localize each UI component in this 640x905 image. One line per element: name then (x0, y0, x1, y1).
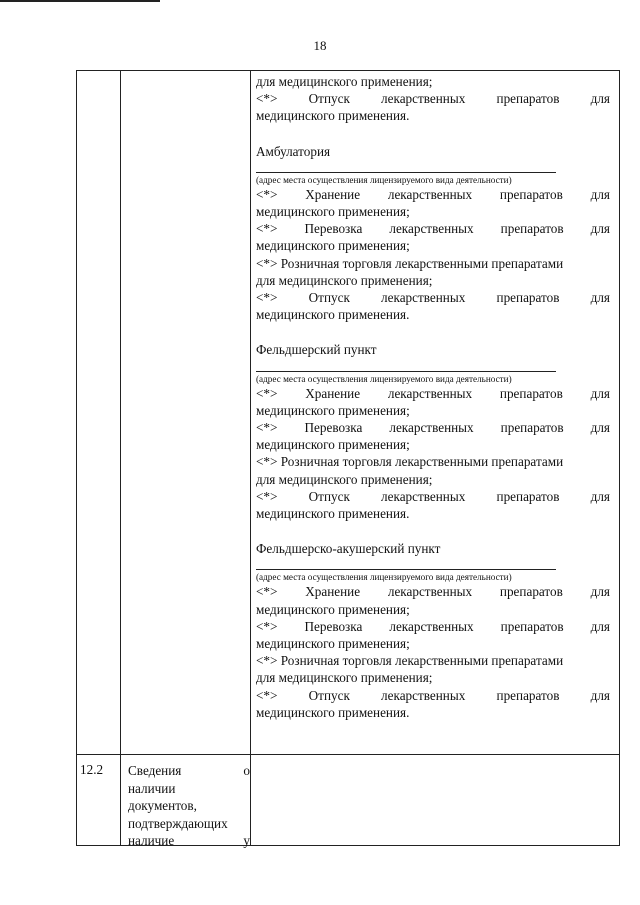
retail-line: <*> Розничная торговля лекарственными препаратами (256, 653, 564, 669)
word: у (243, 833, 250, 849)
dispense-line2: медицинского применения. (256, 506, 410, 522)
section-feldsher-point (256, 341, 610, 522)
word: лекарственных (381, 290, 466, 306)
address-line (256, 172, 556, 173)
intro-dispense-line2: медицинского применения. (256, 108, 410, 124)
word: Отпуск (308, 91, 350, 107)
word: для (590, 420, 610, 436)
row-number: 12.2 (80, 762, 104, 777)
dispense-line (256, 687, 610, 704)
marker: <*> (256, 584, 278, 600)
license-activities-content (256, 73, 610, 721)
retail-line2: для медицинского применения; (256, 670, 433, 686)
word: препаратов (496, 488, 560, 504)
word: лекарственных (387, 584, 473, 600)
word: Сведения (128, 763, 182, 778)
marker: <*> (256, 420, 278, 436)
address-caption: (адрес места осуществления лицензируемого вида деятельности) (256, 572, 512, 583)
table-border-top (76, 70, 620, 71)
marker: <*> (256, 186, 278, 202)
transport-line (256, 220, 610, 237)
transport-line (256, 618, 610, 635)
word: лекарственных (381, 488, 466, 504)
word: Перевозка (304, 420, 363, 436)
word: для (590, 186, 610, 202)
word: для (590, 91, 610, 107)
word: лекарственных (389, 420, 474, 436)
word: препаратов (499, 186, 563, 202)
marker: <*> (256, 221, 278, 237)
address-line (256, 569, 556, 570)
table-divider-col1 (120, 70, 121, 846)
marker: <*> (256, 290, 278, 306)
retail-line2: для медицинского применения; (256, 272, 433, 288)
page-number: 18 (313, 38, 327, 53)
word: лекарственных (381, 687, 466, 703)
section-title: Амбулатория (256, 143, 331, 159)
word: Хранение (305, 186, 361, 202)
word: Отпуск (308, 290, 350, 306)
word: лекарственных (387, 385, 473, 401)
dispense-line (256, 488, 610, 505)
row-label-line5 (128, 832, 250, 850)
marker: <*> (256, 687, 278, 703)
word: препаратов (496, 687, 560, 703)
word: для (590, 618, 610, 634)
word: для (590, 385, 610, 401)
storage-line (256, 186, 610, 203)
word: для (590, 488, 610, 504)
address-line (256, 371, 556, 372)
address-caption: (адрес места осуществления лицензируемого вида деятельности) (256, 174, 512, 185)
transport-line2: медицинского применения; (256, 636, 410, 652)
retail-line2: для медицинского применения; (256, 471, 433, 487)
marker: <*> (256, 385, 278, 401)
word: для (590, 290, 610, 306)
row-label-line4: подтверждающих (128, 815, 228, 831)
row-label-line3: документов, (128, 798, 197, 814)
row-label-line1 (128, 762, 250, 780)
word: препаратов (500, 221, 564, 237)
word: Отпуск (308, 687, 350, 703)
intro-line: для медицинского применения; (256, 74, 433, 89)
word: лекарственных (381, 91, 466, 107)
marker: <*> (256, 91, 278, 107)
table-border-left (76, 70, 77, 846)
word: Хранение (305, 385, 361, 401)
marker: <*> (256, 618, 278, 634)
storage-line2: медицинского применения; (256, 402, 410, 418)
dispense-line2: медицинского применения. (256, 704, 410, 720)
address-caption: (адрес места осуществления лицензируемого вида деятельности) (256, 373, 512, 384)
retail-line: <*> Розничная торговля лекарственными препаратами (256, 454, 564, 470)
word: о (243, 763, 250, 778)
transport-line (256, 419, 610, 436)
word: для (590, 221, 610, 237)
word: препаратов (500, 618, 564, 634)
storage-line2: медицинского применения; (256, 204, 410, 219)
word: Отпуск (308, 488, 350, 504)
table-row-divider (76, 754, 620, 755)
section-ambulatory (256, 143, 610, 324)
retail-line: <*> Розничная торговля лекарственными препаратами (256, 255, 564, 271)
word: лекарственных (387, 186, 473, 202)
table-divider-col2 (250, 70, 251, 846)
storage-line (256, 583, 610, 600)
word: для (590, 687, 610, 703)
table-border-right (619, 70, 620, 846)
word: препаратов (499, 385, 563, 401)
word: для (590, 584, 610, 600)
row-label-line2: наличии (128, 780, 176, 796)
intro-dispense-line (256, 90, 610, 107)
word: препаратов (499, 584, 563, 600)
word: наличие (128, 833, 175, 849)
word: Перевозка (304, 221, 363, 237)
word: препаратов (500, 420, 564, 436)
dispense-line2: медицинского применения. (256, 307, 410, 323)
section-title: Фельдшерский пункт (256, 342, 377, 358)
top-rule (0, 0, 160, 2)
transport-line2: медицинского применения; (256, 437, 410, 453)
section-title: Фельдшерско-акушерский пункт (256, 541, 441, 557)
section-feldsher-obstetric-point (256, 540, 610, 721)
transport-line2: медицинского применения; (256, 238, 410, 254)
row-label (128, 762, 250, 850)
word: Перевозка (304, 618, 363, 634)
word: лекарственных (389, 618, 474, 634)
storage-line (256, 385, 610, 402)
word: препаратов (496, 290, 560, 306)
word: Хранение (305, 584, 361, 600)
word: препаратов (496, 91, 560, 107)
word: лекарственных (389, 221, 474, 237)
marker: <*> (256, 488, 278, 504)
storage-line2: медицинского применения; (256, 601, 410, 617)
dispense-line (256, 289, 610, 306)
